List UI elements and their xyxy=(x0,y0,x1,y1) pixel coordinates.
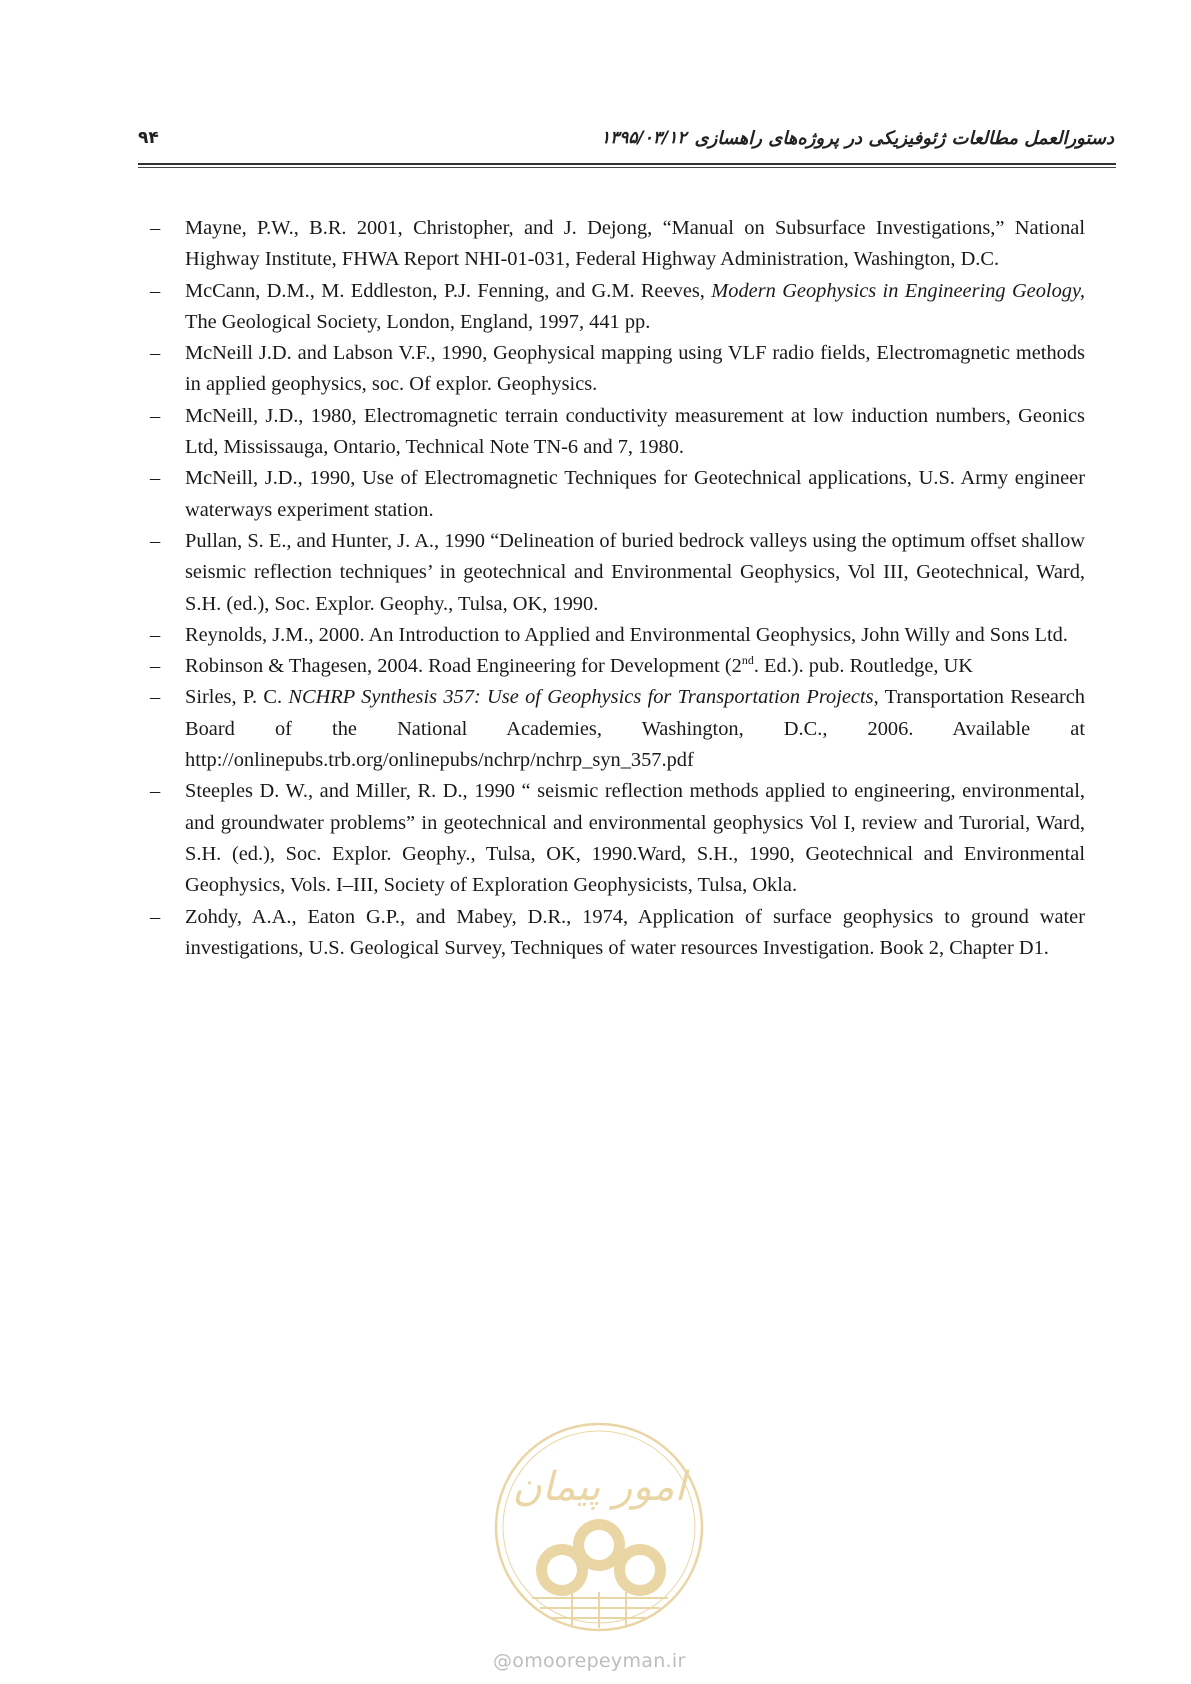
bullet-dash: – xyxy=(150,686,161,709)
reference-title-italic: Modern Geophysics in Engineering Geology, xyxy=(711,279,1085,302)
reference-text: McNeill J.D. and Labson V.F., 1990, Geophysical mapping using VLF radio fields, Electromagnetic methods in applied geophysics, soc. Of explor. Geophysics. xyxy=(185,342,1085,396)
reference-item xyxy=(150,338,1085,401)
header-rule-thick xyxy=(138,163,1116,165)
bullet-dash: – xyxy=(150,279,161,302)
document-title: دستورالعمل مطالعات ژئوفیزیکی در پروژه‌های راهسازی xyxy=(694,128,1114,149)
reference-item xyxy=(150,776,1085,901)
reference-text: Pullan, S. E., and Hunter, J. A., 1990 “Delineation of buried bedrock valleys using the optimum offset shallow seismic reflection techniques’ in geotechnical and Environmental Geophysics, Vol III, Geotechnical, Ward, S.H. (ed.), Soc. Explor. Geophy., Tulsa, OK, 1990. xyxy=(185,529,1085,615)
reference-text: Robinson & Thagesen, 2004. Road Engineering for Development (2 xyxy=(185,655,742,678)
reference-text: McNeill, J.D., 1980, Electromagnetic terrain conductivity measurement at low induction numbers, Geonics Ltd, Mississauga, Ontario, Technical Note TN-6 and 7, 1980. xyxy=(185,404,1085,459)
reference-text: McNeill, J.D., 1990, Use of Electromagnetic Techniques for Geotechnical applications, U.S. Army engineer waterways experiment station. xyxy=(185,467,1085,521)
bullet-dash: – xyxy=(150,529,161,552)
reference-text: McCann, D.M., M. Eddleston, P.J. Fenning, and G.M. Reeves, xyxy=(185,279,712,302)
reference-list xyxy=(150,213,1085,964)
reference-text: Zohdy, A.A., Eaton G.P., and Mabey, D.R., 1974, Application of surface geophysics to ground water investigations, U.S. Geological Survey, Techniques of water resources Investigation. Book 2, Chapter D1. xyxy=(185,905,1085,959)
reference-item xyxy=(150,682,1085,776)
publisher-seal-logo xyxy=(492,1420,706,1634)
page-header xyxy=(138,128,1114,164)
reference-item xyxy=(150,651,1085,682)
reference-text: Reynolds, J.M., 2000. An Introduction to Applied and Environmental Geophysics, John Willy and Sons Ltd. xyxy=(185,623,1068,646)
reference-text: Sirles, P. C. xyxy=(185,686,289,709)
reference-item xyxy=(150,276,1085,339)
bullet-dash: – xyxy=(150,655,161,678)
reference-item xyxy=(150,902,1085,965)
reference-item xyxy=(150,463,1085,526)
superscript-ordinal: nd xyxy=(741,653,754,668)
reference-text-tail: The Geological Society, London, England, 1997, 441 pp. xyxy=(185,310,651,333)
reference-item xyxy=(150,620,1085,651)
reference-text: Mayne, P.W., B.R. 2001, Christopher, and J. Dejong, “Manual on Subsurface Investigations,” National Highway Institute, FHWA Report NHI-01-031, Federal Highway Administration, Washington, D.C. xyxy=(185,217,1085,271)
watermark-url: @omoorepeyman.ir xyxy=(493,1650,686,1672)
bullet-dash: – xyxy=(150,780,161,803)
header-rule-thin xyxy=(138,167,1116,168)
bullet-dash: – xyxy=(150,905,161,928)
seal-text: امور پیمان xyxy=(512,1464,686,1510)
reference-item xyxy=(150,526,1085,620)
reference-text-tail: , Transportation Research Board of the National Academies, Washington, D.C., 2006. Available at http://onlinepubs.trb.org/onlinepubs/nchrp/nchrp_syn_357.pdf xyxy=(185,686,1085,772)
bullet-dash: – xyxy=(150,467,161,490)
bullet-dash: – xyxy=(150,623,161,646)
bullet-dash: – xyxy=(150,217,161,239)
reference-text: Steeples D. W., and Miller, R. D., 1990 “ seismic reflection methods applied to engineering, environmental, and groundwater problems” in geotechnical and environmental geophysics Vol I, review and Turorial, Ward, S.H. (ed.), Soc. Explor. Geophy., Tulsa, OK, 1990.Ward, S.H., 1990, Geotechnical and Environmental Geophysics, Vols. I–III, Society of Exploration Geophysicists, Tulsa, Okla. xyxy=(185,780,1085,897)
bullet-dash: – xyxy=(150,404,161,427)
page-number: ۹۴ xyxy=(138,128,159,148)
reference-item xyxy=(150,401,1085,464)
reference-title-italic: NCHRP Synthesis 357: Use of Geophysics for Transportation Projects xyxy=(288,686,874,709)
reference-text-tail: . Ed.). pub. Routledge, UK xyxy=(753,655,974,678)
reference-item xyxy=(150,213,1085,276)
bullet-dash: – xyxy=(150,342,161,365)
document-date: ۱۳۹۵/۰۳/۱۲ xyxy=(601,128,687,148)
